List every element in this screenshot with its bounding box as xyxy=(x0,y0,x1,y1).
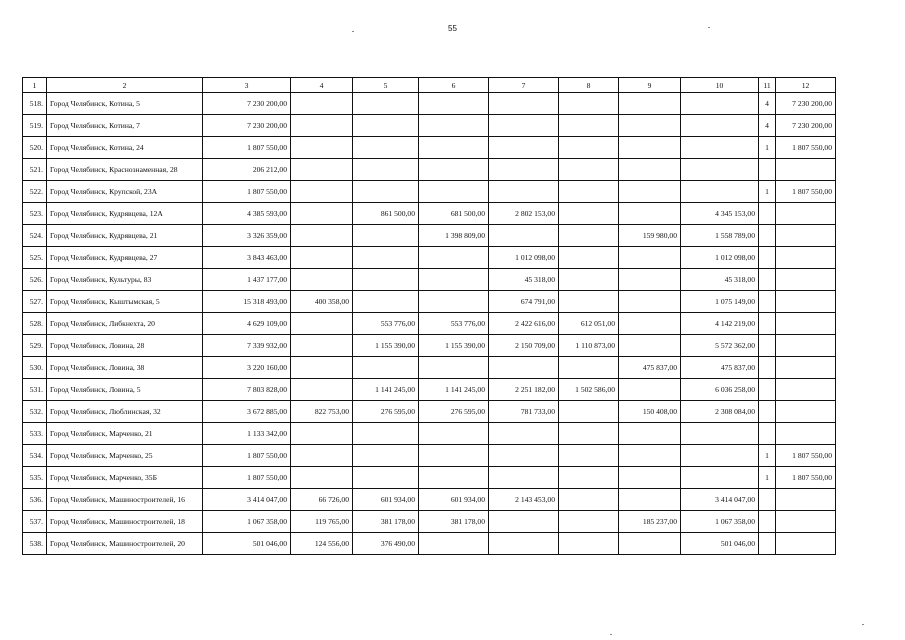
amount-cell xyxy=(353,445,419,467)
row-number-cell: 518. xyxy=(23,93,47,115)
amount-cell xyxy=(619,291,681,313)
address-cell: Город Челябинск, Кудрявцева, 12А xyxy=(47,203,203,225)
amount-cell xyxy=(291,357,353,379)
amount-cell: 553 776,00 xyxy=(353,313,419,335)
row-number-cell: 533. xyxy=(23,423,47,445)
row-number-cell: 521. xyxy=(23,159,47,181)
amount-cell: 2 802 153,00 xyxy=(489,203,559,225)
table-row xyxy=(23,401,836,423)
address-cell: Город Челябинск, Крупской, 23А xyxy=(47,181,203,203)
amount-cell: 3 220 160,00 xyxy=(203,357,291,379)
amount-cell xyxy=(291,313,353,335)
amount-cell xyxy=(489,181,559,203)
amount-cell: 1 807 550,00 xyxy=(776,467,836,489)
amount-cell xyxy=(489,467,559,489)
amount-cell: 1 141 245,00 xyxy=(353,379,419,401)
address-cell: Город Челябинск, Машиностроителей, 16 xyxy=(47,489,203,511)
count-cell xyxy=(759,489,776,511)
amount-cell xyxy=(559,467,619,489)
page-number: 55 xyxy=(448,24,457,33)
amount-cell xyxy=(619,467,681,489)
amount-cell xyxy=(353,291,419,313)
row-number-cell: 528. xyxy=(23,313,47,335)
amount-cell xyxy=(559,203,619,225)
amount-cell xyxy=(291,335,353,357)
amount-cell xyxy=(559,247,619,269)
column-header: 3 xyxy=(203,78,291,93)
amount-cell xyxy=(619,115,681,137)
amount-cell xyxy=(419,357,489,379)
amount-cell: 475 837,00 xyxy=(681,357,759,379)
amount-cell xyxy=(619,445,681,467)
amount-cell: 1 141 245,00 xyxy=(419,379,489,401)
amount-cell: 1 807 550,00 xyxy=(203,181,291,203)
amount-cell xyxy=(559,181,619,203)
row-number-cell: 531. xyxy=(23,379,47,401)
amount-cell xyxy=(291,423,353,445)
count-cell xyxy=(759,225,776,247)
address-cell: Город Челябинск, Ловина, 28 xyxy=(47,335,203,357)
amount-cell: 1 110 873,00 xyxy=(559,335,619,357)
table-row xyxy=(23,247,836,269)
amount-cell xyxy=(776,357,836,379)
amount-cell: 15 318 493,00 xyxy=(203,291,291,313)
count-cell xyxy=(759,203,776,225)
amount-cell: 7 803 828,00 xyxy=(203,379,291,401)
amount-cell xyxy=(419,533,489,555)
column-header: 8 xyxy=(559,78,619,93)
amount-cell xyxy=(559,269,619,291)
amount-cell xyxy=(619,181,681,203)
amount-cell: 2 143 453,00 xyxy=(489,489,559,511)
count-cell: 1 xyxy=(759,445,776,467)
amount-cell: 6 036 258,00 xyxy=(681,379,759,401)
header-row xyxy=(23,78,836,93)
amount-cell xyxy=(419,269,489,291)
row-number-cell: 522. xyxy=(23,181,47,203)
amount-cell xyxy=(291,93,353,115)
amount-cell xyxy=(353,137,419,159)
amount-cell: 1 075 149,00 xyxy=(681,291,759,313)
amount-cell xyxy=(353,159,419,181)
amount-cell: 1 807 550,00 xyxy=(203,467,291,489)
amount-cell xyxy=(419,423,489,445)
amount-cell xyxy=(291,467,353,489)
count-cell xyxy=(759,335,776,357)
amount-cell: 381 178,00 xyxy=(419,511,489,533)
column-header: 7 xyxy=(489,78,559,93)
table-row xyxy=(23,379,836,401)
amount-cell: 861 500,00 xyxy=(353,203,419,225)
amount-cell: 4 345 153,00 xyxy=(681,203,759,225)
amount-cell xyxy=(776,203,836,225)
count-cell: 1 xyxy=(759,467,776,489)
amount-cell: 400 358,00 xyxy=(291,291,353,313)
amount-cell: 1 067 358,00 xyxy=(203,511,291,533)
amount-cell xyxy=(353,467,419,489)
amount-cell xyxy=(776,313,836,335)
amount-cell: 1 437 177,00 xyxy=(203,269,291,291)
amount-cell: 681 500,00 xyxy=(419,203,489,225)
count-cell: 1 xyxy=(759,181,776,203)
amount-cell: 4 385 593,00 xyxy=(203,203,291,225)
amount-cell: 501 046,00 xyxy=(203,533,291,555)
amount-cell xyxy=(559,357,619,379)
table-row xyxy=(23,225,836,247)
amount-cell: 1 807 550,00 xyxy=(776,137,836,159)
amount-cell: 1 155 390,00 xyxy=(353,335,419,357)
amount-cell xyxy=(559,93,619,115)
amount-cell xyxy=(559,115,619,137)
amount-cell xyxy=(619,379,681,401)
table-row xyxy=(23,291,836,313)
table-row xyxy=(23,203,836,225)
amount-cell xyxy=(559,445,619,467)
amount-cell xyxy=(353,181,419,203)
address-cell: Город Челябинск, Люблинская, 32 xyxy=(47,401,203,423)
amount-cell xyxy=(619,247,681,269)
count-cell xyxy=(759,247,776,269)
amount-cell xyxy=(681,467,759,489)
scan-speck xyxy=(352,31,354,32)
amount-cell: 1 133 342,00 xyxy=(203,423,291,445)
amount-cell: 1 558 789,00 xyxy=(681,225,759,247)
amount-cell xyxy=(619,423,681,445)
amount-cell xyxy=(291,181,353,203)
scan-speck xyxy=(610,634,612,635)
amount-cell xyxy=(619,335,681,357)
address-cell: Город Челябинск, Котина, 7 xyxy=(47,115,203,137)
amount-cell xyxy=(619,533,681,555)
address-cell: Город Челябинск, Кудрявцева, 27 xyxy=(47,247,203,269)
amount-cell xyxy=(559,159,619,181)
table-row xyxy=(23,335,836,357)
amount-cell xyxy=(291,445,353,467)
column-header: 6 xyxy=(419,78,489,93)
amount-cell xyxy=(291,137,353,159)
count-cell xyxy=(759,423,776,445)
amount-cell: 7 230 200,00 xyxy=(776,115,836,137)
amount-cell: 2 150 709,00 xyxy=(489,335,559,357)
amount-cell: 119 765,00 xyxy=(291,511,353,533)
amount-cell xyxy=(619,93,681,115)
amount-cell: 7 230 200,00 xyxy=(203,115,291,137)
amount-cell xyxy=(776,511,836,533)
table-row xyxy=(23,115,836,137)
row-number-cell: 535. xyxy=(23,467,47,489)
amount-cell: 150 408,00 xyxy=(619,401,681,423)
row-number-cell: 529. xyxy=(23,335,47,357)
amount-cell: 1 807 550,00 xyxy=(776,181,836,203)
address-cell: Город Челябинск, Ловина, 5 xyxy=(47,379,203,401)
address-cell: Город Челябинск, Марченко, 25 xyxy=(47,445,203,467)
amount-cell xyxy=(419,93,489,115)
amount-cell xyxy=(776,401,836,423)
amount-cell: 1 012 098,00 xyxy=(681,247,759,269)
column-header: 12 xyxy=(776,78,836,93)
amount-cell xyxy=(776,379,836,401)
amount-cell: 1 807 550,00 xyxy=(203,137,291,159)
amount-cell: 612 051,00 xyxy=(559,313,619,335)
row-number-cell: 538. xyxy=(23,533,47,555)
amount-cell: 2 422 616,00 xyxy=(489,313,559,335)
scan-speck xyxy=(862,624,864,625)
amount-cell xyxy=(419,467,489,489)
amount-cell: 1 807 550,00 xyxy=(203,445,291,467)
amount-cell xyxy=(776,489,836,511)
amount-cell xyxy=(619,313,681,335)
count-cell: 4 xyxy=(759,115,776,137)
count-cell xyxy=(759,533,776,555)
amount-cell xyxy=(419,115,489,137)
amount-cell xyxy=(353,423,419,445)
amount-cell xyxy=(353,225,419,247)
count-cell xyxy=(759,401,776,423)
amount-cell: 601 934,00 xyxy=(353,489,419,511)
amount-cell: 206 212,00 xyxy=(203,159,291,181)
amount-cell xyxy=(559,423,619,445)
amount-cell: 674 791,00 xyxy=(489,291,559,313)
address-cell: Город Челябинск, Краснознаменная, 28 xyxy=(47,159,203,181)
address-cell: Город Челябинск, Кыштымская, 5 xyxy=(47,291,203,313)
amount-cell: 1 012 098,00 xyxy=(489,247,559,269)
amount-cell xyxy=(489,225,559,247)
amount-cell: 45 318,00 xyxy=(489,269,559,291)
amount-cell: 66 726,00 xyxy=(291,489,353,511)
amount-cell xyxy=(776,423,836,445)
row-number-cell: 534. xyxy=(23,445,47,467)
amount-cell xyxy=(489,115,559,137)
table-row xyxy=(23,313,836,335)
amount-cell xyxy=(619,159,681,181)
amount-cell: 1 502 586,00 xyxy=(559,379,619,401)
amount-cell xyxy=(776,291,836,313)
amount-cell: 185 237,00 xyxy=(619,511,681,533)
column-header: 1 xyxy=(23,78,47,93)
row-number-cell: 527. xyxy=(23,291,47,313)
count-cell xyxy=(759,313,776,335)
amount-cell: 3 843 463,00 xyxy=(203,247,291,269)
amount-cell xyxy=(353,115,419,137)
amount-cell: 3 414 047,00 xyxy=(203,489,291,511)
row-number-cell: 536. xyxy=(23,489,47,511)
count-cell xyxy=(759,357,776,379)
amount-cell xyxy=(681,181,759,203)
count-cell: 4 xyxy=(759,93,776,115)
amount-cell xyxy=(619,203,681,225)
address-cell: Город Челябинск, Котина, 24 xyxy=(47,137,203,159)
count-cell xyxy=(759,269,776,291)
count-cell: 1 xyxy=(759,137,776,159)
amount-cell xyxy=(291,225,353,247)
amount-cell xyxy=(776,533,836,555)
table-row xyxy=(23,357,836,379)
amount-cell xyxy=(353,247,419,269)
amount-cell xyxy=(353,357,419,379)
address-cell: Город Челябинск, Кудрявцева, 21 xyxy=(47,225,203,247)
amount-cell: 1 155 390,00 xyxy=(419,335,489,357)
table-row xyxy=(23,445,836,467)
amount-cell xyxy=(419,181,489,203)
amount-cell xyxy=(776,335,836,357)
amount-cell xyxy=(353,269,419,291)
amount-cell xyxy=(776,247,836,269)
amount-cell: 381 178,00 xyxy=(353,511,419,533)
address-cell: Город Челябинск, Культуры, 83 xyxy=(47,269,203,291)
address-cell: Город Челябинск, Либкнехта, 20 xyxy=(47,313,203,335)
amount-cell xyxy=(419,445,489,467)
amount-cell: 3 672 885,00 xyxy=(203,401,291,423)
count-cell xyxy=(759,159,776,181)
amount-cell xyxy=(489,93,559,115)
amount-cell xyxy=(489,159,559,181)
table-row xyxy=(23,159,836,181)
amount-cell: 3 414 047,00 xyxy=(681,489,759,511)
amount-cell: 124 556,00 xyxy=(291,533,353,555)
amount-cell xyxy=(559,291,619,313)
amount-cell: 2 308 084,00 xyxy=(681,401,759,423)
amount-cell xyxy=(681,159,759,181)
column-header: 5 xyxy=(353,78,419,93)
amount-cell xyxy=(489,445,559,467)
column-header: 11 xyxy=(759,78,776,93)
count-cell xyxy=(759,291,776,313)
table-row xyxy=(23,533,836,555)
amount-cell xyxy=(559,225,619,247)
row-number-cell: 523. xyxy=(23,203,47,225)
amount-cell: 781 733,00 xyxy=(489,401,559,423)
amount-cell xyxy=(291,379,353,401)
amount-cell: 3 326 359,00 xyxy=(203,225,291,247)
count-cell xyxy=(759,511,776,533)
amount-cell xyxy=(559,489,619,511)
amount-cell xyxy=(681,423,759,445)
amount-cell xyxy=(419,137,489,159)
row-number-cell: 537. xyxy=(23,511,47,533)
amount-cell xyxy=(776,159,836,181)
table-row xyxy=(23,511,836,533)
amount-cell xyxy=(681,115,759,137)
row-number-cell: 532. xyxy=(23,401,47,423)
amount-cell: 1 067 358,00 xyxy=(681,511,759,533)
row-number-cell: 526. xyxy=(23,269,47,291)
amount-cell: 2 251 182,00 xyxy=(489,379,559,401)
count-cell xyxy=(759,379,776,401)
amount-cell xyxy=(619,137,681,159)
amount-cell: 276 595,00 xyxy=(353,401,419,423)
address-cell: Город Челябинск, Машиностроителей, 20 xyxy=(47,533,203,555)
address-cell: Город Челябинск, Котина, 5 xyxy=(47,93,203,115)
amount-cell: 159 980,00 xyxy=(619,225,681,247)
amount-cell xyxy=(559,137,619,159)
row-number-cell: 524. xyxy=(23,225,47,247)
amount-cell xyxy=(291,115,353,137)
amount-cell: 601 934,00 xyxy=(419,489,489,511)
amount-cell: 5 572 362,00 xyxy=(681,335,759,357)
row-number-cell: 519. xyxy=(23,115,47,137)
amount-cell: 501 046,00 xyxy=(681,533,759,555)
table-row xyxy=(23,137,836,159)
amount-cell: 553 776,00 xyxy=(419,313,489,335)
address-cell: Город Челябинск, Марченко, 35Б xyxy=(47,467,203,489)
amount-cell: 7 230 200,00 xyxy=(776,93,836,115)
amount-cell xyxy=(559,533,619,555)
address-cell: Город Челябинск, Ловина, 38 xyxy=(47,357,203,379)
address-cell: Город Челябинск, Марченко, 21 xyxy=(47,423,203,445)
amount-cell xyxy=(559,401,619,423)
column-header: 2 xyxy=(47,78,203,93)
amount-cell xyxy=(489,137,559,159)
amount-cell xyxy=(489,357,559,379)
amount-cell xyxy=(489,423,559,445)
column-header: 4 xyxy=(291,78,353,93)
amount-cell xyxy=(489,533,559,555)
amount-cell xyxy=(291,247,353,269)
column-header: 10 xyxy=(681,78,759,93)
table-row xyxy=(23,93,836,115)
address-cell: Город Челябинск, Машиностроителей, 18 xyxy=(47,511,203,533)
amount-cell xyxy=(489,511,559,533)
amount-cell xyxy=(776,225,836,247)
amount-cell xyxy=(559,511,619,533)
column-header: 9 xyxy=(619,78,681,93)
data-table xyxy=(22,77,836,555)
table-body xyxy=(23,93,836,555)
amount-cell xyxy=(353,93,419,115)
table-row xyxy=(23,489,836,511)
amount-cell: 822 753,00 xyxy=(291,401,353,423)
amount-cell: 4 629 109,00 xyxy=(203,313,291,335)
amount-cell xyxy=(619,489,681,511)
amount-cell: 1 807 550,00 xyxy=(776,445,836,467)
amount-cell xyxy=(681,93,759,115)
amount-cell: 4 142 219,00 xyxy=(681,313,759,335)
amount-cell: 1 398 809,00 xyxy=(419,225,489,247)
amount-cell xyxy=(681,137,759,159)
table-row xyxy=(23,181,836,203)
table-row xyxy=(23,467,836,489)
amount-cell xyxy=(619,269,681,291)
row-number-cell: 520. xyxy=(23,137,47,159)
amount-cell xyxy=(291,269,353,291)
amount-cell xyxy=(776,269,836,291)
amount-cell xyxy=(419,247,489,269)
amount-cell: 45 318,00 xyxy=(681,269,759,291)
amount-cell: 276 595,00 xyxy=(419,401,489,423)
table-row xyxy=(23,423,836,445)
scan-speck xyxy=(708,27,710,28)
amount-cell xyxy=(681,445,759,467)
row-number-cell: 525. xyxy=(23,247,47,269)
row-number-cell: 530. xyxy=(23,357,47,379)
table-row xyxy=(23,269,836,291)
amount-cell: 7 339 932,00 xyxy=(203,335,291,357)
amount-cell: 376 490,00 xyxy=(353,533,419,555)
amount-cell xyxy=(291,159,353,181)
amount-cell xyxy=(419,159,489,181)
amount-cell: 7 230 200,00 xyxy=(203,93,291,115)
amount-cell xyxy=(419,291,489,313)
amount-cell: 475 837,00 xyxy=(619,357,681,379)
amount-cell xyxy=(291,203,353,225)
